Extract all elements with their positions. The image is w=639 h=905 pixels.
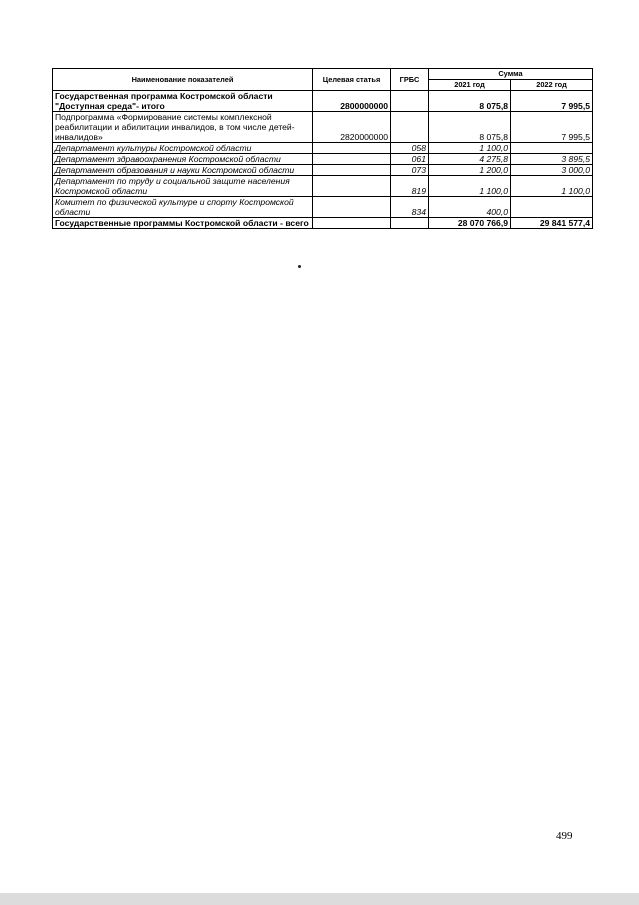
- cell-name: Департамент культуры Костромской области: [53, 143, 313, 154]
- cell-name: Государственные программы Костромской области - всего: [53, 218, 313, 229]
- header-year-2022: 2022 год: [511, 80, 593, 91]
- cell-target: [313, 154, 391, 165]
- table-row: [53, 165, 593, 176]
- cell-2021: 1 100,0: [429, 176, 511, 197]
- table-row: [53, 197, 593, 218]
- cell-2021: 400,0: [429, 197, 511, 218]
- cell-target: [313, 143, 391, 154]
- cell-name: Подпрограмма «Формирование системы комплексной реабилитации и абилитации инвалидов, в том числе детей-инвалидов»: [53, 112, 313, 143]
- stray-dot: [298, 265, 301, 268]
- page-number: 499: [556, 830, 573, 842]
- scan-bottom-edge: [0, 893, 639, 905]
- cell-grbs: 834: [391, 197, 429, 218]
- cell-2022: 29 841 577,4: [511, 218, 593, 229]
- cell-2022: 3 895,5: [511, 154, 593, 165]
- cell-2021: 4 275,8: [429, 154, 511, 165]
- header-sum: Сумма: [429, 69, 593, 80]
- header-row-top: [53, 69, 593, 80]
- cell-2021: 8 075,8: [429, 112, 511, 143]
- table-row: [53, 112, 593, 143]
- table-row: [53, 154, 593, 165]
- cell-target: [313, 165, 391, 176]
- cell-2021: 28 070 766,9: [429, 218, 511, 229]
- table-row: [53, 176, 593, 197]
- cell-name: Комитет по физической культуре и спорту Костромской области: [53, 197, 313, 218]
- cell-2021: 1 200,0: [429, 165, 511, 176]
- cell-grbs: 061: [391, 154, 429, 165]
- cell-2022: 1 100,0: [511, 176, 593, 197]
- cell-grbs: 058: [391, 143, 429, 154]
- cell-grbs: [391, 218, 429, 229]
- cell-name: Департамент по труду и социальной защите населения Костромской области: [53, 176, 313, 197]
- cell-grbs: 073: [391, 165, 429, 176]
- cell-2022: 7 995,5: [511, 91, 593, 112]
- cell-target: [313, 176, 391, 197]
- cell-2022: [511, 143, 593, 154]
- table-row: [53, 218, 593, 229]
- cell-grbs: 819: [391, 176, 429, 197]
- cell-name: Департамент образования и науки Костромской области: [53, 165, 313, 176]
- cell-2022: 3 000,0: [511, 165, 593, 176]
- cell-target: 2820000000: [313, 112, 391, 143]
- cell-2021: 8 075,8: [429, 91, 511, 112]
- cell-name: Департамент здравоохранения Костромской области: [53, 154, 313, 165]
- cell-grbs: [391, 112, 429, 143]
- cell-2022: 7 995,5: [511, 112, 593, 143]
- cell-target: 2800000000: [313, 91, 391, 112]
- table-body: [53, 91, 593, 229]
- cell-target: [313, 197, 391, 218]
- header-year-2021: 2021 год: [429, 80, 511, 91]
- cell-2021: 1 100,0: [429, 143, 511, 154]
- header-grbs: ГРБС: [391, 69, 429, 91]
- table-row: [53, 143, 593, 154]
- cell-grbs: [391, 91, 429, 112]
- cell-2022: [511, 197, 593, 218]
- budget-table: [52, 68, 593, 229]
- header-target: Целевая статья: [313, 69, 391, 91]
- header-name: Наименование показателей: [53, 69, 313, 91]
- table-row: [53, 91, 593, 112]
- cell-target: [313, 218, 391, 229]
- cell-name: Государственная программа Костромской области "Доступная среда"- итого: [53, 91, 313, 112]
